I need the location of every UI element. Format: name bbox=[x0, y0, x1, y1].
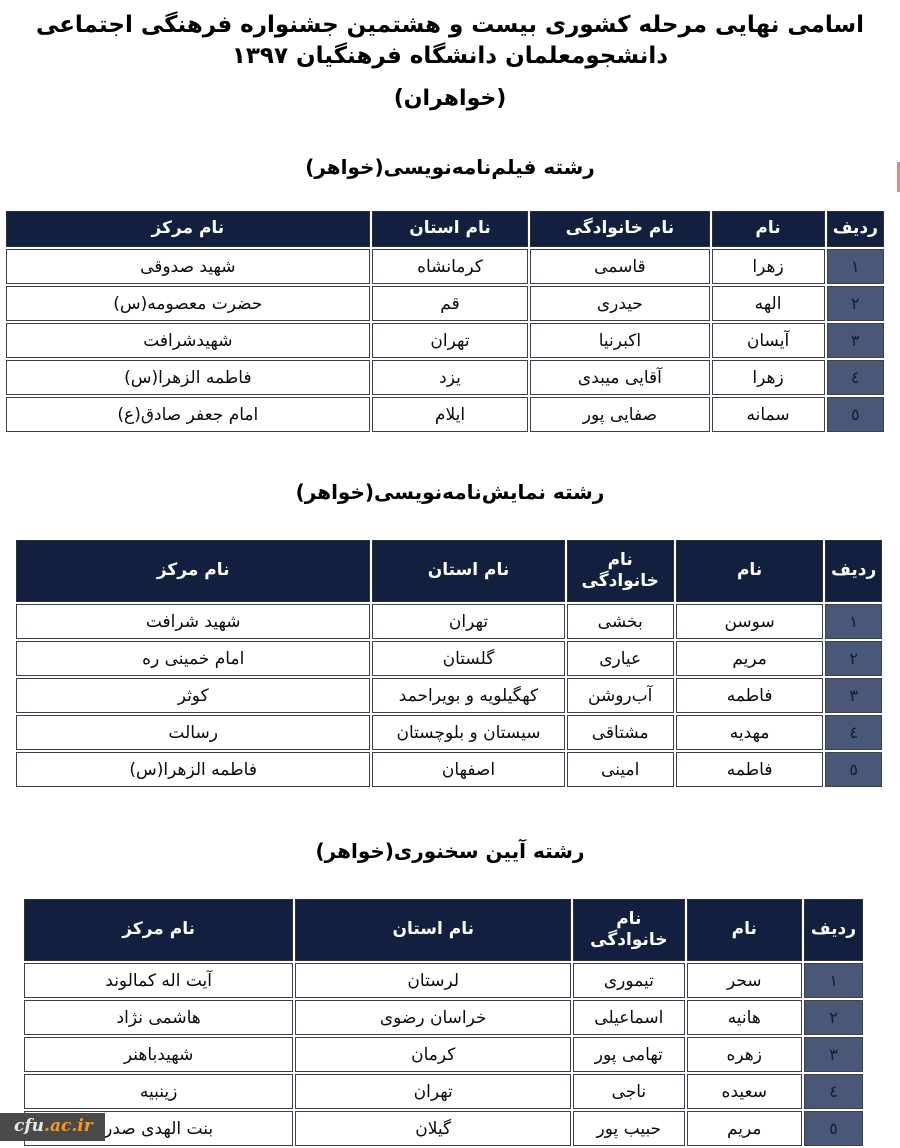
data-cell: رسالت bbox=[16, 715, 370, 750]
playwriting-results-table bbox=[14, 538, 884, 789]
data-cell: گلستان bbox=[372, 641, 564, 676]
data-cell: حبیب پور bbox=[573, 1111, 684, 1146]
data-cell: شهیدباهنر bbox=[24, 1037, 293, 1072]
data-cell: زهرا bbox=[712, 360, 825, 395]
row-index-cell: ۲ bbox=[804, 1000, 863, 1035]
table-row bbox=[24, 1037, 863, 1072]
data-cell: سیستان و بلوچستان bbox=[372, 715, 564, 750]
data-cell: مریم bbox=[687, 1111, 803, 1146]
watermark-suffix: .ac.ir bbox=[44, 1115, 93, 1136]
column-header: نام خانوادگی bbox=[573, 899, 684, 961]
row-index-cell: ۱ bbox=[825, 604, 882, 639]
row-index-cell: ٥ bbox=[804, 1111, 863, 1146]
data-cell: زهره bbox=[687, 1037, 803, 1072]
data-cell: اصفهان bbox=[372, 752, 564, 787]
table-header-row bbox=[16, 540, 882, 602]
table-header-row bbox=[24, 899, 863, 961]
page-subtitle: (خواهران) bbox=[393, 86, 507, 112]
oratory-results-table bbox=[22, 897, 865, 1148]
row-index-cell: ۳ bbox=[827, 323, 884, 358]
screenwriting-results-table bbox=[4, 209, 886, 434]
table-row bbox=[16, 604, 882, 639]
data-cell: بنت الهدی صدر bbox=[24, 1111, 293, 1146]
table-row bbox=[16, 752, 882, 787]
table-row bbox=[6, 249, 884, 284]
data-cell: حضرت معصومه(س) bbox=[6, 286, 370, 321]
column-header: نام bbox=[712, 211, 825, 247]
data-cell: فاطمه الزهرا(س) bbox=[16, 752, 370, 787]
data-cell: قم bbox=[372, 286, 529, 321]
row-index-cell: ٥ bbox=[825, 752, 882, 787]
column-header: نام خانوادگی bbox=[567, 540, 674, 602]
data-cell: آقایی میبدی bbox=[530, 360, 709, 395]
data-cell: اسماعیلی bbox=[573, 1000, 684, 1035]
data-cell: یزد bbox=[372, 360, 529, 395]
data-cell: مریم bbox=[676, 641, 824, 676]
table-row bbox=[24, 1111, 863, 1146]
data-cell: امینی bbox=[567, 752, 674, 787]
table-row bbox=[24, 1000, 863, 1035]
table-row bbox=[16, 678, 882, 713]
data-cell: زینبیه bbox=[24, 1074, 293, 1109]
data-cell: عیاری bbox=[567, 641, 674, 676]
data-cell: سعیده bbox=[687, 1074, 803, 1109]
row-index-cell: ۲ bbox=[825, 641, 882, 676]
column-header: نام استان bbox=[372, 540, 564, 602]
row-index-cell: ٥ bbox=[827, 397, 884, 432]
data-cell: تهران bbox=[295, 1074, 571, 1109]
data-cell: الهه bbox=[712, 286, 825, 321]
table-row bbox=[24, 1074, 863, 1109]
data-cell: ناجی bbox=[573, 1074, 684, 1109]
data-cell: مهدیه bbox=[676, 715, 824, 750]
row-index-cell: ۱ bbox=[804, 963, 863, 998]
data-cell: شهید شرافت bbox=[16, 604, 370, 639]
data-cell: قاسمی bbox=[530, 249, 709, 284]
row-index-cell: ۳ bbox=[825, 678, 882, 713]
data-cell: هانیه bbox=[687, 1000, 803, 1035]
column-header: نام bbox=[687, 899, 803, 961]
section-title-screenwriting: رشته فیلم‌نامه‌نویسی(خواهر) bbox=[305, 155, 595, 180]
data-cell: فاطمه bbox=[676, 752, 824, 787]
column-header: نام bbox=[676, 540, 824, 602]
table-row bbox=[6, 360, 884, 395]
row-index-cell: ۲ bbox=[827, 286, 884, 321]
data-cell: فاطمه الزهرا(س) bbox=[6, 360, 370, 395]
column-header: نام خانوادگی bbox=[530, 211, 709, 247]
document-page bbox=[0, 10, 900, 1142]
data-cell: اکبرنیا bbox=[530, 323, 709, 358]
table-row bbox=[24, 963, 863, 998]
data-cell: مشتاقی bbox=[567, 715, 674, 750]
table-header-row bbox=[6, 211, 884, 247]
row-index-cell: ۳ bbox=[804, 1037, 863, 1072]
data-cell: کهگیلویه و بویراحمد bbox=[372, 678, 564, 713]
row-index-cell: ٤ bbox=[825, 715, 882, 750]
column-header: نام مرکز bbox=[16, 540, 370, 602]
table-row bbox=[6, 286, 884, 321]
table-row bbox=[16, 715, 882, 750]
table-row bbox=[6, 323, 884, 358]
data-cell: شهید صدوقی bbox=[6, 249, 370, 284]
data-cell: تهامی پور bbox=[573, 1037, 684, 1072]
data-cell: تهران bbox=[372, 323, 529, 358]
data-cell: هاشمی نژاد bbox=[24, 1000, 293, 1035]
data-cell: آیت اله کمالوند bbox=[24, 963, 293, 998]
data-cell: بخشی bbox=[567, 604, 674, 639]
section-title-playwriting: رشته نمایش‌نامه‌نویسی(خواهر) bbox=[295, 480, 605, 505]
watermark-prefix: cfu bbox=[14, 1115, 45, 1136]
data-cell: زهرا bbox=[712, 249, 825, 284]
data-cell: گیلان bbox=[295, 1111, 571, 1146]
column-header: ردیف bbox=[804, 899, 863, 961]
data-cell: سمانه bbox=[712, 397, 825, 432]
data-cell: ایلام bbox=[372, 397, 529, 432]
data-cell: حیدری bbox=[530, 286, 709, 321]
data-cell: آب‌روشن bbox=[567, 678, 674, 713]
data-cell: کرمان bbox=[295, 1037, 571, 1072]
data-cell: صفایی پور bbox=[530, 397, 709, 432]
data-cell: کوثر bbox=[16, 678, 370, 713]
page-title: اسامی نهایی مرحله کشوری بیست و هشتمین جشنواره فرهنگی اجتماعی دانشجومعلمان دانشگاه فرهنگیان ۱۳۹۷ bbox=[35, 12, 865, 70]
row-index-cell: ٤ bbox=[827, 360, 884, 395]
column-header: نام استان bbox=[295, 899, 571, 961]
table-row bbox=[16, 641, 882, 676]
table-row bbox=[6, 397, 884, 432]
column-header: نام مرکز bbox=[24, 899, 293, 961]
data-cell: کرمانشاه bbox=[372, 249, 529, 284]
data-cell: تیموری bbox=[573, 963, 684, 998]
data-cell: سحر bbox=[687, 963, 803, 998]
data-cell: خراسان رضوی bbox=[295, 1000, 571, 1035]
site-watermark bbox=[0, 1113, 105, 1141]
column-header: ردیف bbox=[827, 211, 884, 247]
row-index-cell: ۱ bbox=[827, 249, 884, 284]
column-header: ردیف bbox=[825, 540, 882, 602]
data-cell: شهیدشرافت bbox=[6, 323, 370, 358]
data-cell: امام خمینی ره bbox=[16, 641, 370, 676]
data-cell: آیسان bbox=[712, 323, 825, 358]
data-cell: لرستان bbox=[295, 963, 571, 998]
data-cell: تهران bbox=[372, 604, 564, 639]
row-index-cell: ٤ bbox=[804, 1074, 863, 1109]
column-header: نام مرکز bbox=[6, 211, 370, 247]
data-cell: فاطمه bbox=[676, 678, 824, 713]
data-cell: سوسن bbox=[676, 604, 824, 639]
data-cell: امام جعفر صادق(ع) bbox=[6, 397, 370, 432]
column-header: نام استان bbox=[372, 211, 529, 247]
section-title-oratory: رشته آیین سخنوری(خواهر) bbox=[315, 839, 585, 864]
